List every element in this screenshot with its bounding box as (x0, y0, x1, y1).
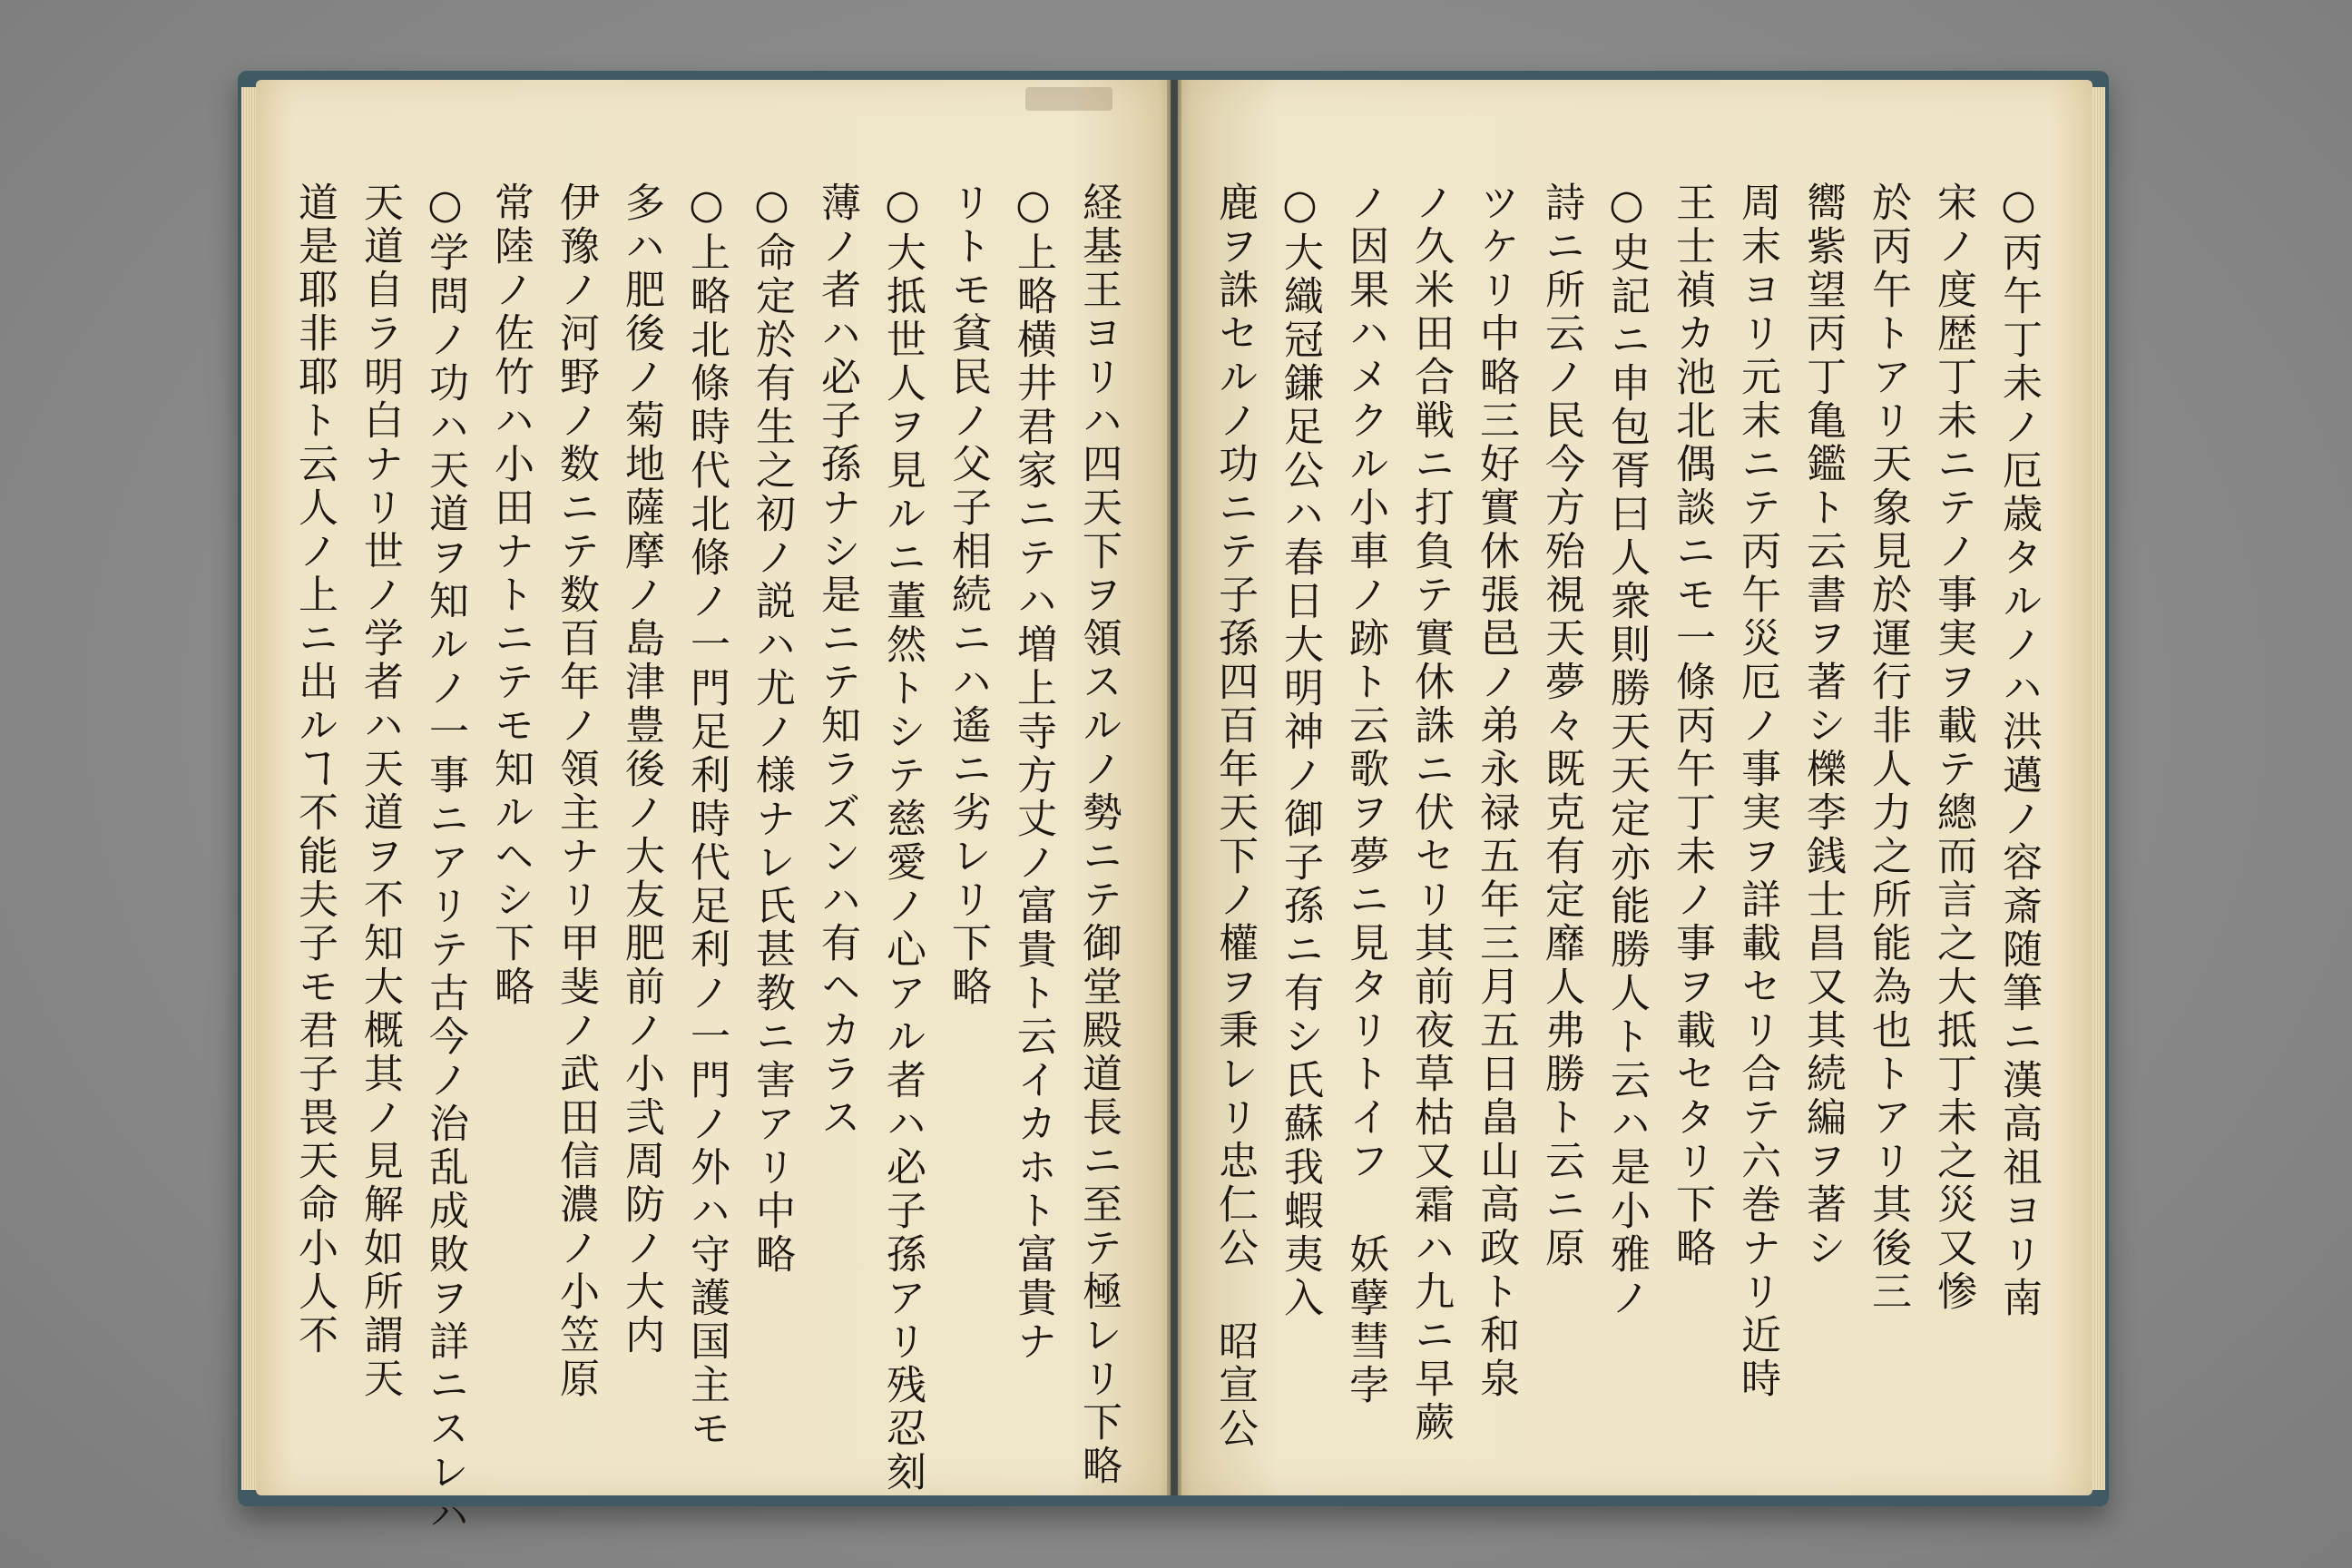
text-line: 王士禎カ池北偶談ニモ一條丙午丁未ノ事ヲ載セタリ下略 (1669, 181, 1715, 1270)
text-line: ○学問ノ功ハ天道ヲ知ルノ一事ニアリテ古今ノ治乱成敗ヲ詳ニスレハ (422, 181, 468, 1538)
text-line: 伊豫ノ河野ノ数ニテ数百年ノ領主ナリ甲斐ノ武田信濃ノ小笠原 (553, 181, 599, 1401)
text-line: ノ因果ハメクル小車ノ跡ト云歌ヲ夢ニ見タリトイフ 妖孽彗孛 (1342, 181, 1388, 1407)
left-page-text (291, 181, 1131, 1538)
binding-mark (1025, 87, 1112, 111)
text-line: ○丙午丁未ノ厄歳タルノハ洪邁ノ容斎随筆ニ漢高祖ヨリ南 (1995, 181, 2042, 1320)
text-line: 道是耶非耶ト云人ノ上ニ出ルヿ不能夫子モ君子畏天命小人不 (291, 181, 338, 1357)
text-line: 嚮紫望丙丁亀鑑ト云書ヲ著シ櫟李銭士昌又其続編ヲ著シ (1799, 181, 1846, 1270)
text-line: 於丙午トアリ天象見於運行非人力之所能為也トアリ其後三 (1865, 181, 1911, 1314)
text-line: ○命定於有生之初ノ説ハ尤ノ様ナレ氏甚教ニ害アリ中略 (749, 181, 795, 1277)
text-line: 天道自ラ明白ナリ世ノ学者ハ天道ヲ不知大概其ノ見解如所謂天 (357, 181, 403, 1401)
book-spine (1167, 80, 1181, 1495)
text-line: ○史記ニ申包胥曰人衆則勝天天定亦能勝人ト云ハ是小雅ノ (1603, 181, 1650, 1320)
text-line: 多ハ肥後ノ菊地薩摩ノ島津豊後ノ大友肥前ノ小弐周防ノ大内 (618, 181, 664, 1357)
text-line: 宋ノ度歴丁未ニテノ事実ヲ載テ總而言之大抵丁未之災又惨 (1930, 181, 1976, 1314)
text-line: 詩ニ所云ノ民今方殆視天夢々既克有定靡人弗勝ト云ニ原 (1538, 181, 1584, 1270)
text-line: ○大織冠鎌足公ハ春日大明神ノ御子孫ニ有シ氏蘇我蝦夷入 (1277, 181, 1323, 1320)
text-line: 経基王ヨリハ四天下ヲ領スルノ勢ニテ御堂殿道長ニ至テ極レリ下略 (1075, 181, 1122, 1488)
text-line: 周末ヨリ元末ニテ丙午災厄ノ事実ヲ詳載セリ合テ六巻ナリ近時 (1734, 181, 1780, 1401)
text-line: 鹿ヲ誅セルノ功ニテ子孫四百年天下ノ權ヲ秉レリ忠仁公 昭宣公 (1211, 181, 1258, 1451)
text-line: ツケリ中略三好實休張邑ノ弟永禄五年三月五日畠山高政ト和泉 (1473, 181, 1519, 1401)
text-line: 常陸ノ佐竹ハ小田ナトニテモ知ルヘシ下略 (487, 181, 534, 1009)
text-line: ○上略北條時代北條ノ一門足利時代足利ノ一門ノ外ハ守護国主モ (683, 181, 730, 1451)
text-line: ○上略横井君家ニテハ増上寺方丈ノ富貴ト云イカホト富貴ナ (1010, 181, 1056, 1364)
text-line: ノ久米田合戦ニ打負テ實休誅ニ伏セリ其前夜草枯又霜ハ九ニ早蕨 (1407, 181, 1454, 1445)
text-line: 薄ノ者ハ必子孫ナシ是ニテ知ラズンハ有ヘカラス (814, 181, 860, 1140)
right-page-text (1211, 181, 2051, 1451)
text-line: リトモ貧民ノ父子相続ニハ遙ニ劣レリ下略 (945, 181, 991, 1009)
text-line: ○大抵世人ヲ見ルニ董然トシテ慈愛ノ心アル者ハ必子孫アリ残忍刻 (879, 181, 926, 1494)
